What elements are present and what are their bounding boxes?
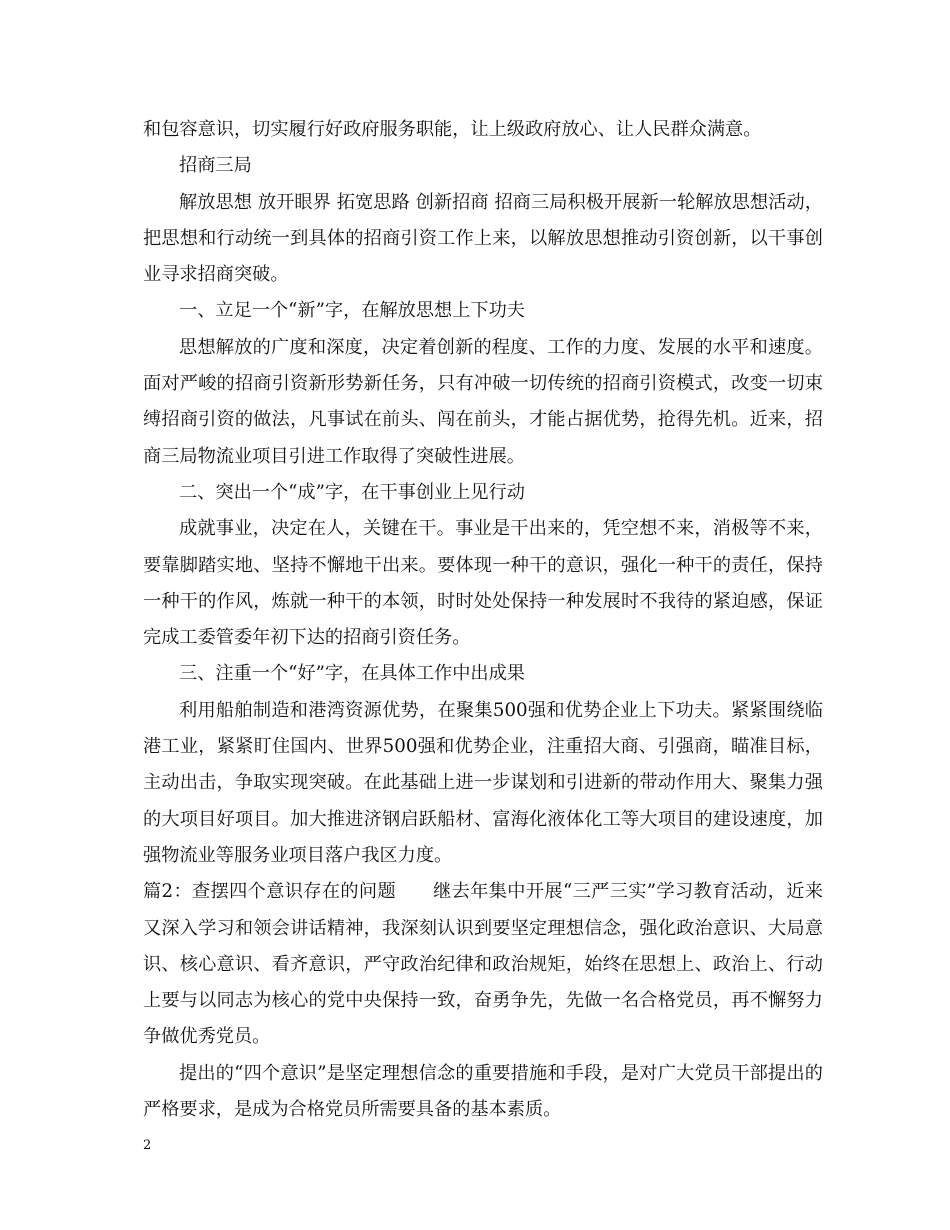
paragraph-7: 成就事业，决定在人，关键在干。事业是干出来的，凭空想不来，消极等不来，要靠脚踏实地、坚持不懈地干出来。要体现一种干的意识，强化一种干的责任，保持一种干的作风，炼就一种干的本领，时时处处保持一种发展时不我待的紧迫感，保证完成工委管委年初下达的招商引资任务。 [143, 518, 823, 649]
document-body [143, 112, 823, 1128]
chapter-2-paragraph: 篇2：查摆四个意识存在的问题 继去年集中开展“三严三实”学习教育活动，近来又深入学习和领会讲话精神，我深刻认识到要坚定理想信念，强化政治意识、大局意识、核心意识、看齐意识，严守政治纪律和政治规矩，始终在思想上、政治上、行动上要与以同志为核心的党中央保持一致，奋勇争先，先做一名合格党员，再不懈努力争做优秀党员。 [143, 881, 823, 1048]
section-heading-zhaoshang-sanju: 招商三局 [179, 155, 252, 177]
paragraph-3: 解放思想 放开眼界 拓宽思路 创新招商 招商三局积极开展新一轮解放思想活动，把思想和行动统一到具体的招商引资工作上来，以解放思想推动引资创新，以干事创业寻求招商突破。 [143, 191, 823, 286]
paragraph-5: 思想解放的广度和深度，决定着创新的程度、工作的力度、发展的水平和速度。面对严峻的招商引资新形势新任务，只有冲破一切传统的招商引资模式，改变一切束缚招商引资的做法，凡事试在前头、闯在前头，才能占据优势，抢得先机。近来，招商三局物流业项目引进工作取得了突破性进展。 [143, 336, 823, 467]
heading-point-3: 三、注重一个“好”字，在具体工作中出成果 [179, 663, 525, 685]
paragraph-11: 提出的“四个意识”是坚定理想信念的重要措施和手段，是对广大党员干部提出的严格要求，是成为合格党员所需要具备的基本素质。 [143, 1062, 823, 1121]
paragraph-1: 和包容意识，切实履行好政府服务职能，让上级政府放心、让人民群众满意。 [143, 119, 762, 140]
page-number: 2 [143, 1138, 152, 1153]
heading-point-1: 一、立足一个“新”字，在解放思想上下功夫 [179, 300, 525, 322]
heading-point-2: 二、突出一个“成”字，在干事创业上见行动 [179, 481, 525, 503]
paragraph-9: 利用船舶制造和港湾资源优势，在聚集500强和优势企业上下功夫。紧紧围绕临港工业，紧紧盯住国内、世界500强和优势企业，注重招大商、引强商，瞄准目标，主动出击，争取实现突破。在此基础上进一步谋划和引进新的带动作用大、聚集力强的大项目好项目。加大推进济钢启跃船材、富海化液体化工等大项目的建设速度，加强物流业等服务业项目落户我区力度。 [143, 699, 823, 866]
